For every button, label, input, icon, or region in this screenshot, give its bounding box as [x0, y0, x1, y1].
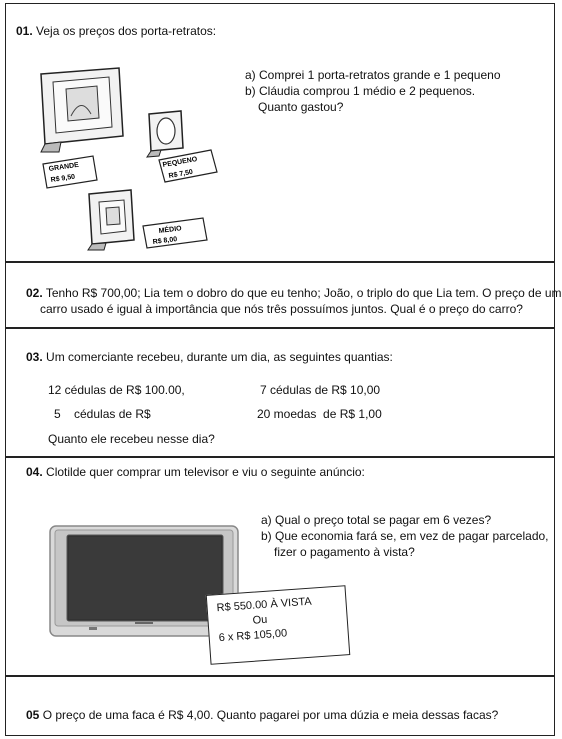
q3-row1-left: 12 cédulas de R$ 100.00,: [48, 383, 185, 397]
q5-text: O preço de uma faca é R$ 4,00. Quanto pagarei por uma dúzia e meia dessas facas?: [42, 708, 499, 722]
ad-installment-price: 6 x R$ 105,00: [218, 627, 288, 645]
q4-item-b-question: fizer o pagamento à vista?: [274, 545, 415, 559]
divider-4: [6, 675, 554, 677]
q5-number: 05: [26, 708, 40, 722]
q2-line1-text: Tenho R$ 700,00; Lia tem o dobro do que eu tenho; João, o triplo do que Lia tem. O preço de um: [45, 286, 562, 300]
tag-pequeno-price: R$ 7,50: [168, 168, 194, 180]
price-ad-card: [206, 585, 351, 665]
q1-text: Veja os preços dos porta-retratos:: [36, 24, 217, 38]
tag-medio-name: MÉDIO: [158, 225, 183, 235]
q4-number: 04.: [26, 465, 43, 479]
tag-medio-price: R$ 8,00: [152, 236, 178, 246]
divider-1: [6, 261, 554, 263]
q2-number: 02.: [26, 286, 43, 300]
q1-number: 01.: [16, 24, 33, 38]
tag-grande-price: R$ 9,50: [50, 173, 76, 184]
q4-text: Clotilde quer comprar um televisor e viu o seguinte anúncio:: [46, 465, 365, 479]
medium-frame: [88, 190, 134, 250]
small-frame: [147, 111, 183, 157]
q1-item-a: a) Comprei 1 porta-retratos grande e 1 pequeno: [245, 68, 501, 82]
q3-text: Um comerciante recebeu, durante um dia, as seguintes quantias:: [46, 350, 393, 364]
q5-line: [26, 708, 498, 723]
q1-item-b: b) Cláudia comprou 1 médio e 2 pequenos.: [245, 84, 476, 98]
ad-cash-price: R$ 550.00 À VISTA: [216, 595, 313, 615]
q4-item-b: b) Que economia fará se, em vez de pagar parcelado,: [261, 529, 549, 543]
tag-grande: [43, 156, 97, 188]
ad-or: Ou: [252, 613, 268, 627]
divider-3: [6, 456, 554, 458]
q4-heading: [26, 465, 365, 480]
q3-heading: [26, 350, 393, 365]
tag-medio: [143, 218, 207, 248]
q3-row2-left: 5 cédulas de R$: [54, 407, 151, 421]
q1-heading: [16, 24, 216, 39]
q3-number: 03.: [26, 350, 43, 364]
q2-line2: carro usado é igual à importância que nós três possuímos juntos. Qual é o preço do carro?: [40, 302, 523, 316]
tag-pequeno: [159, 150, 217, 182]
q3-row2-right: 20 moedas de R$ 1,00: [257, 407, 382, 421]
q4-item-a: a) Qual o preço total se pagar em 6 vezes?: [261, 513, 492, 527]
q3-question: Quanto ele recebeu nesse dia?: [48, 432, 215, 446]
tag-pequeno-name: PEQUENO: [162, 155, 198, 169]
picture-frames-illustration: [31, 56, 231, 251]
divider-2: [6, 327, 554, 329]
tag-grande-name: GRANDE: [48, 161, 80, 173]
q2-line1: [26, 286, 562, 301]
large-frame: [41, 68, 123, 152]
q1-item-b-question: Quanto gastou?: [258, 100, 344, 114]
q3-row1-right: 7 cédulas de R$ 10,00: [260, 383, 381, 397]
worksheet: [5, 3, 562, 736]
